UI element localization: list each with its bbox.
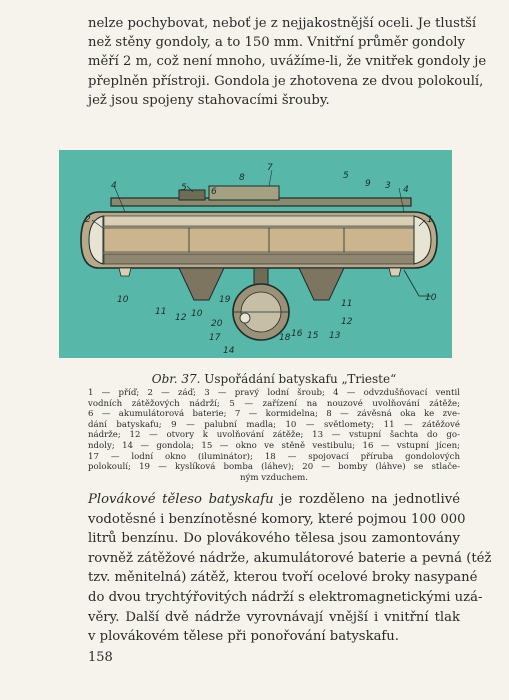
floodlight bbox=[119, 268, 131, 276]
text-line: věry. Další dvě nádrže vyrovnávají vnější i vnitřní tlak bbox=[88, 609, 460, 625]
ballast-hopper-right bbox=[299, 268, 344, 300]
label-11: 11 bbox=[155, 307, 167, 317]
floodlight bbox=[389, 268, 401, 276]
label-17: 17 bbox=[209, 333, 221, 343]
text-line: než stěny gondoly, a to 150 mm. Vnitřní průměr gondoly bbox=[88, 35, 465, 51]
label-7: 7 bbox=[267, 163, 273, 173]
text-line: vodotěsné i benzínotěsné komory, které pojmou 100 000 bbox=[88, 511, 466, 527]
label-10c: 10 bbox=[425, 293, 437, 303]
opening-paragraph bbox=[88, 14, 487, 110]
legend-line: nádrže; 12 — otvory k uvolňování zátěže; 13 — vstupní šachta do go- bbox=[88, 430, 460, 441]
figure-title: Uspořádání batyskafu „Trieste“ bbox=[204, 372, 397, 386]
porthole bbox=[240, 313, 250, 323]
legend-line: vodních zátěžových nádrží; 5 — zařízení na nouzové uvolňování zátěže; bbox=[88, 398, 460, 409]
italic-term: Plovákové těleso batyskafu bbox=[88, 492, 274, 507]
label-12b: 12 bbox=[341, 317, 353, 327]
legend-line: polokoulí; 19 — kyslíková bomba (láhev); 20 — bomby (láhve) se stlače- bbox=[88, 462, 460, 473]
legend-line: 1 — příď; 2 — záď; 3 — pravý lodní šroub; 4 — odvzdušňovací ventil bbox=[88, 388, 460, 398]
legend-line: ným vzduchem. bbox=[239, 472, 308, 483]
figure-number: Obr. 37. bbox=[151, 372, 201, 386]
label-2: 2 bbox=[85, 215, 91, 225]
label-4: 4 bbox=[111, 181, 117, 191]
label-6: 6 bbox=[211, 187, 217, 197]
text-line: přeplněn přístroji. Gondola je zhotovena ze dvou polokoulí, bbox=[88, 73, 484, 89]
label-20: 20 bbox=[211, 319, 223, 329]
label-5b: 5 bbox=[343, 171, 349, 181]
text-line: do dvou trychtýřovitých nádrží s elektromagnetickými uzá- bbox=[88, 589, 483, 605]
label-13: 13 bbox=[329, 331, 341, 341]
page-number: 158 bbox=[88, 650, 113, 665]
keel-band bbox=[104, 254, 414, 264]
label-9: 9 bbox=[365, 179, 371, 189]
text-line: měří 2 m, což není mnoho, uvážíme-li, že vnitřek gondoly je bbox=[88, 54, 487, 70]
legend-line: 17 — lodní okno (iluminátor); 18 — spojovací příruba gondolových bbox=[88, 451, 460, 462]
label-14: 14 bbox=[223, 346, 235, 356]
label-3: 3 bbox=[385, 181, 391, 191]
label-10: 10 bbox=[117, 295, 129, 305]
text-line: nelze pochybovat, neboť je z nejjakostnější oceli. Je tlustší bbox=[88, 16, 477, 31]
text-line: jež jsou spojeny stahovacími šrouby. bbox=[88, 92, 330, 108]
label-18: 18 bbox=[279, 333, 291, 343]
gasoline-compartment bbox=[104, 228, 414, 252]
label-15: 15 bbox=[307, 331, 319, 341]
legend-line: 6 — akumulátorová baterie; 7 — kormidelna; 8 — závěsná oka ke zve- bbox=[88, 409, 460, 420]
text-line bbox=[88, 490, 460, 510]
text-line: rovněž zátěžové nádrže, akumulátorové baterie a pevná (též bbox=[88, 550, 492, 566]
figure-caption bbox=[88, 372, 460, 386]
bathyscaphe-figure bbox=[59, 150, 452, 358]
label-11b: 11 bbox=[341, 299, 353, 309]
label-4b: 4 bbox=[403, 185, 409, 195]
bathyscaphe-diagram bbox=[59, 150, 452, 358]
label-5: 5 bbox=[181, 183, 187, 193]
label-8: 8 bbox=[239, 173, 245, 183]
label-19: 19 bbox=[219, 295, 231, 305]
label-12: 12 bbox=[175, 313, 187, 323]
figure-legend bbox=[88, 388, 460, 483]
float-body-paragraph bbox=[88, 490, 492, 647]
ballast-hopper-left bbox=[179, 268, 224, 300]
conning-tower bbox=[209, 186, 279, 200]
label-16: 16 bbox=[291, 329, 303, 339]
text-line: tzv. měnitelná) zátěž, kterou tvoří ocelové broky nasypané bbox=[88, 570, 478, 586]
upper-tank bbox=[104, 216, 414, 226]
line-rest: je rozděleno na jednotlivé bbox=[273, 492, 460, 507]
label-10b: 10 bbox=[191, 309, 203, 319]
text-line: v plovákovém tělese při ponořování batyskafu. bbox=[88, 629, 399, 645]
label-1: 1 bbox=[427, 215, 433, 225]
text-line: litrů benzínu. Do plovákového tělesa jsou zamontovány bbox=[88, 531, 460, 547]
legend-line: ndoly; 14 — gondola; 15 — okno ve stěně vestibulu; 16 — vstupní jícen; bbox=[88, 440, 460, 451]
legend-line: dání batyskafu; 9 — palubní madla; 10 — světlomety; 11 — zátěžové bbox=[88, 419, 460, 430]
